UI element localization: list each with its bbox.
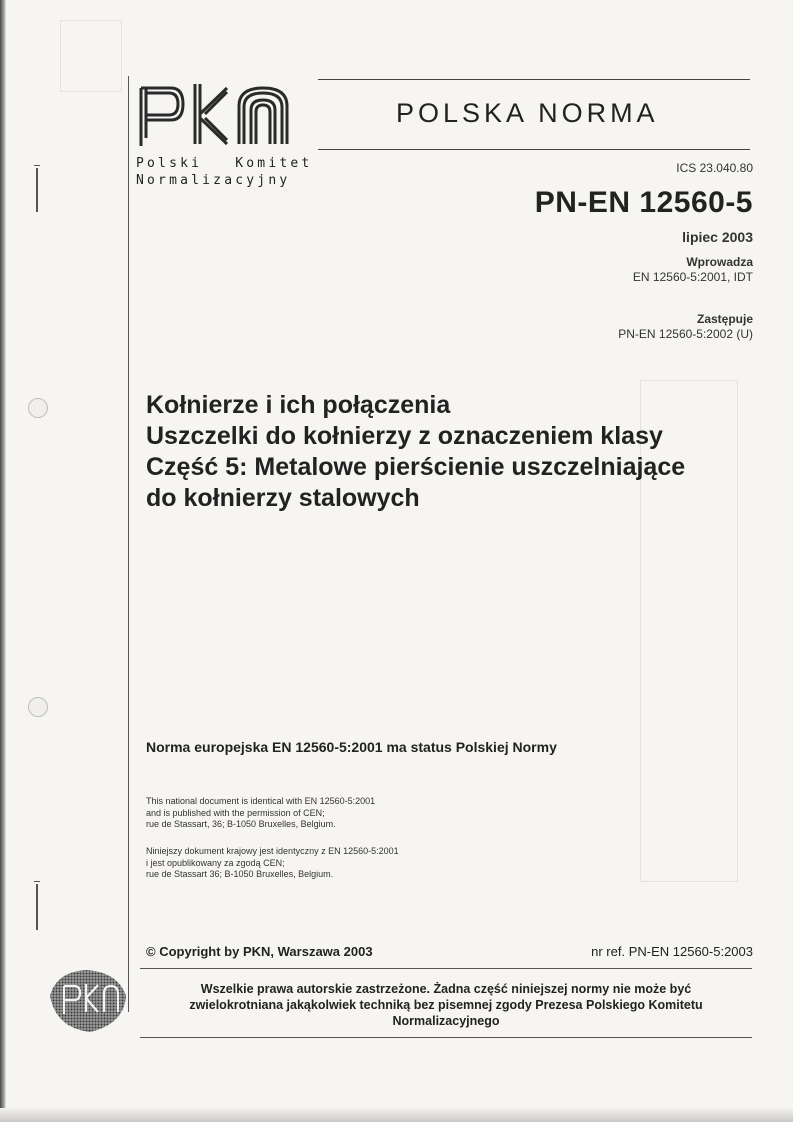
punch-hole — [28, 697, 48, 717]
staple — [36, 168, 38, 212]
notice-english — [146, 796, 375, 831]
punch-hole — [28, 398, 48, 418]
pkn-logo — [135, 78, 305, 150]
introduces-label: Wprowadza — [686, 255, 753, 269]
scan-bottom-edge — [0, 1108, 793, 1122]
bleed-through-shadow — [60, 20, 122, 92]
footer-rule-top — [140, 968, 752, 969]
rights-line: zwielokrotniana jakąkolwiek techniką bez pisemnej zgody Prezesa Polskiego Komitetu — [189, 998, 703, 1012]
rights-line: Normalizacyjnego — [392, 1014, 500, 1028]
introduces-value: EN 12560-5:2001, IDT — [632, 270, 753, 284]
notice-line: i jest opublikowany za zgodą CEN; — [146, 857, 285, 868]
notice-polish — [146, 846, 399, 881]
staple — [36, 884, 38, 930]
header-rule-top — [318, 79, 750, 80]
ics-code: ICS 23.040.80 — [676, 161, 753, 175]
footer-rule-bottom — [140, 1037, 752, 1038]
rights-line: Wszelkie prawa autorskie zastrzeżone. Żadna część niniejszej normy nie może być — [200, 982, 692, 996]
reference-number: nr ref. PN-EN 12560-5:2003 — [591, 944, 753, 959]
title-line: Kołnierze i ich połączenia — [146, 391, 451, 419]
publication-date: lipiec 2003 — [682, 229, 753, 245]
title-line: Uszczelki do kołnierzy z oznaczeniem klasy — [146, 422, 663, 450]
replaces-value: PN-EN 12560-5:2002 (U) — [618, 327, 753, 341]
title-line: Część 5: Metalowe pierścienie uszczelniające — [146, 453, 686, 481]
replaces-label: Zastępuje — [696, 312, 753, 326]
document-title — [146, 390, 685, 514]
status-statement: Norma europejska EN 12560-5:2001 ma status Polskiej Normy — [146, 739, 557, 755]
pkn-hologram-seal — [46, 966, 128, 1034]
notice-line: and is published with the permission of CEN; — [146, 807, 325, 818]
copyright-notice: © Copyright by PKN, Warszawa 2003 — [146, 944, 373, 959]
notice-line: rue de Stassart 36; B-1050 Bruxelles, Belgium. — [146, 869, 334, 879]
rights-reserved-notice — [140, 981, 752, 1029]
header-rule-bottom — [318, 149, 750, 150]
notice-line: Niniejszy dokument krajowy jest identyczny z EN 12560-5:2001 — [146, 846, 399, 856]
frame-vertical-line — [128, 76, 129, 1012]
scan-left-edge — [0, 0, 6, 1122]
notice-line: rue de Stassart, 36; B-1050 Bruxelles, Belgium. — [146, 819, 336, 829]
title-line: do kołnierzy stalowych — [146, 484, 420, 512]
standard-number: PN-EN 12560-5 — [534, 186, 753, 219]
document-type-heading: POLSKA NORMA — [396, 98, 659, 128]
committee-name: Polski Komitet Normalizacyjny — [136, 156, 313, 188]
notice-line: This national document is identical with EN 12560-5:2001 — [146, 796, 376, 806]
